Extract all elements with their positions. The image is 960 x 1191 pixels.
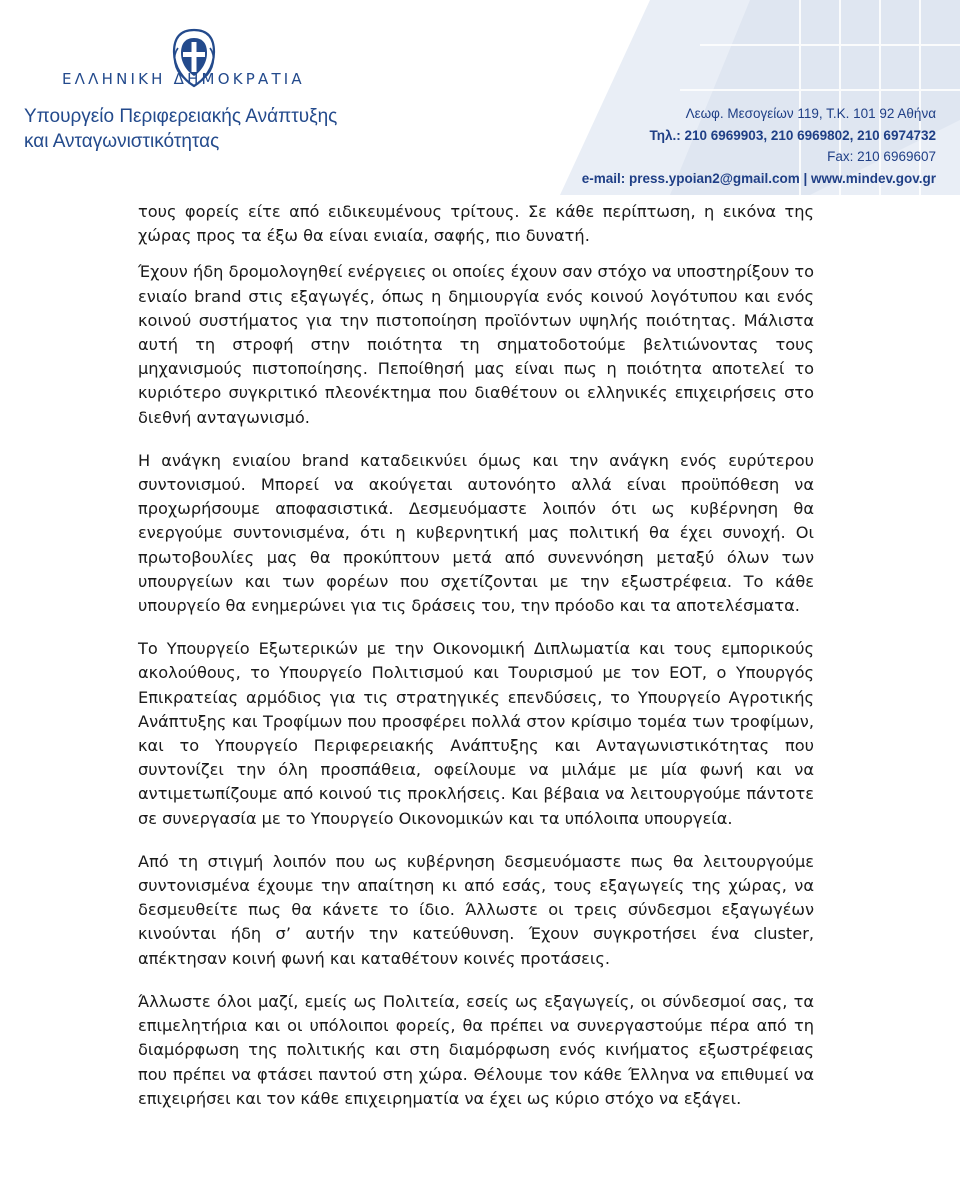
contact-info — [582, 103, 936, 189]
paragraph-6: Άλλωστε όλοι μαζί, εμείς ως Πολιτεία, εσείς ως εξαγωγείς, οι σύνδεσμοί σας, τα επιμελητήρια και οι υπόλοιποι φορείς, θα πρέπει να συνεργαστούμε πέρα από τη διαμόρφωση της πολιτικής και στη διαμόρφωση ενός κινήματος εξωστρέφειας που πρέπει να φτάσει παντού στη χώρα. Θέλουμε τον κάθε Έλληνα να επιθυμεί να επιχειρήσει και τον κάθε επιχειρηματία να έχει ως κύριο στόχο να εξάγει. — [138, 991, 814, 1108]
letterhead — [0, 0, 960, 195]
ministry-name-line-2: και Ανταγωνιστικότητας — [24, 131, 220, 152]
ministry-name-line-1: Υπουργείο Περιφερειακής Ανάπτυξης — [24, 106, 338, 127]
paragraph-2: Έχουν ήδη δρομολογηθεί ενέργειες οι οποίες έχουν σαν στόχο να υποστηρίξουν το ενιαίο brand στις εξαγωγές, όπως η δημιουργία ενός κοινού λογότυπου και ενός κοινού συστήματος για την πιστοποίηση προϊόντων υψηλής ποιότητας. Μάλιστα αυτή τη στροφή στην ποιότητα τη σηματοδοτούμε βελτιώνοντας τους μηχανισμούς πιστοποίησης. Πεποίθησή μας είναι πως η ποιότητα αποτελεί το κυριότερο συγκριτικό πλεονέκτημα που διαθέτουν οι ελληνικές επιχειρήσεις στο διεθνή ανταγωνισμό. — [138, 262, 814, 427]
paragraph-3: Η ανάγκη ενιαίου brand καταδεικνύει όμως και την ανάγκη ενός ευρύτερου συντονισμού. Μπορεί να ακούγεται αυτονόητο αλλά είναι προϋπόθεση να προχωρήσουμε αποφασιστικά. Δεσμευόμαστε λοιπόν ότι ως κυβέρνηση θα ενεργούμε συντονισμένα, ότι η κυβερνητική μας πολιτική θα έχει συνοχή. Οι πρωτοβουλίες μας θα προκύπτουν μετά από συνεννόηση μεταξύ όλων των υπουργείων και των φορέων που σχετίζονται με την εξωστρέφεια. Το κάθε υπουργείο θα ενημερώνει για τις δράσεις του, την πρόοδο και τα αποτελέσματα. — [138, 450, 814, 616]
ministry-name — [24, 104, 337, 154]
fax-number: Fax: 210 6969607 — [827, 149, 936, 164]
phone-numbers: Τηλ.: 210 6969903, 210 6969802, 210 6974732 — [649, 127, 936, 143]
address: Λεωφ. Μεσογείων 119, Τ.Κ. 101 92 Αθήνα — [685, 106, 936, 121]
paragraph-5: Από τη στιγμή λοιπόν που ως κυβέρνηση δεσμευόμαστε πως θα λειτουργούμε συντονισμένα έχουμε την απαίτηση κι από εσάς, τους εξαγωγείς της χώρας, να δεσμευθείτε πως θα κάνετε το ίδιο. Άλλωστε οι τρεις σύνδεσμοι εξαγωγέων κινούνται ήδη σ’ αυτήν την κατεύθυνση. Έχουν συγκροτήσει ένα cluster, απέκτησαν κοινή φωνή και καταθέτουν κοινές προτάσεις. — [138, 851, 814, 968]
paragraph-4: Το Υπουργείο Εξωτερικών με την Οικονομική Διπλωματία και τους εμπορικούς ακολούθους, το Υπουργείο Πολιτισμού και Τουρισμού με τον ΕΟΤ, ο Υπουργός Επικρατείας αρμόδιος για τις στρατηγικές επενδύσεις, το Υπουργείο Αγροτικής Ανάπτυξης και Τροφίμων που προσφέρει πολλά στον κρίσιμο τομέα των τροφίμων, και το Υπουργείο Περιφερειακής Ανάπτυξης και Ανταγωνιστικότητας που συντονίζει την όλη προσπάθεια, οφείλουμε να μιλάμε με μία φωνή και να αντιμετωπίζουμε από κοινού τις προκλήσεις. Και βέβαια να λειτουργούμε πάντοτε σε συνεργασία με το Υπουργείο Οικονομικών και τα υπόλοιπα υπουργεία. — [138, 639, 814, 828]
paragraph-1: τους φορείς είτε από ειδικευμένους τρίτους. Σε κάθε περίπτωση, η εικόνα της χώρας προς τα έξω θα είναι ενιαία, σαφής, πιο δυνατή. — [138, 202, 814, 246]
republic-title: ΕΛΛΗΝΙΚΗ ΔΗΜΟΚΡΑΤΙΑ — [62, 70, 305, 88]
email-and-website: e-mail: press.ypoian2@gmail.com | www.mindev.gov.gr — [581, 170, 936, 186]
document-body — [138, 200, 814, 1130]
